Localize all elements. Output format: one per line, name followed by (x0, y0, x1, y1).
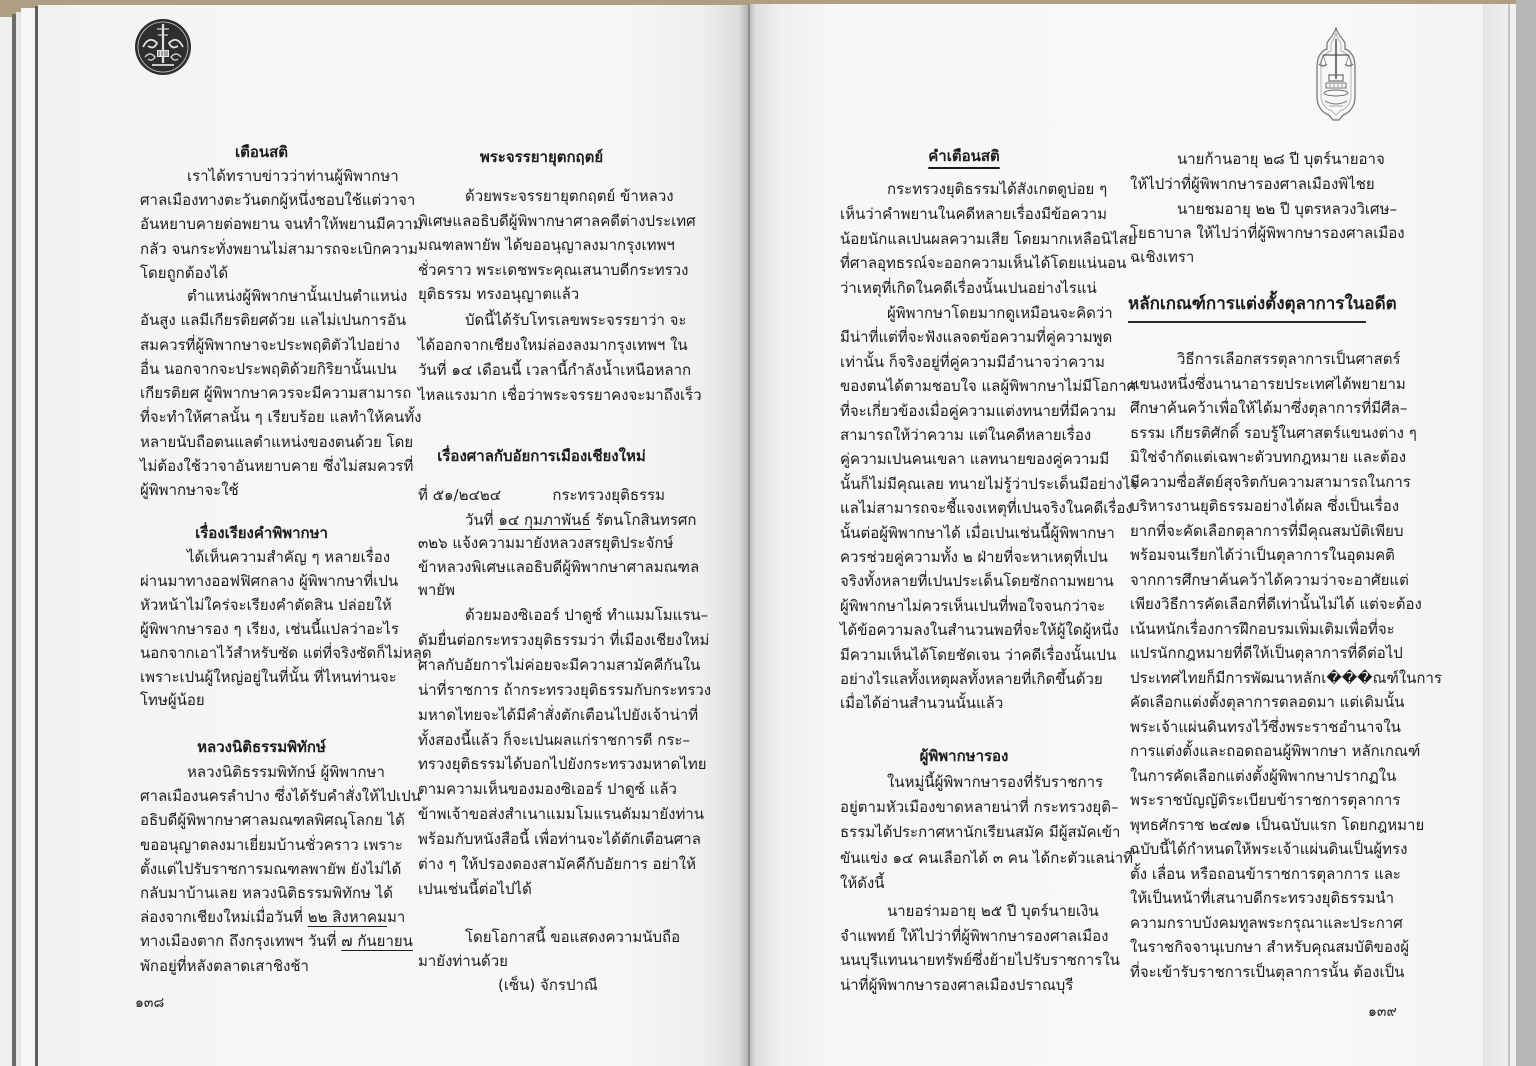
page-number: ๑๓๙ (1368, 1004, 1397, 1020)
section-heading: ผู้พิพากษารอง (919, 747, 1009, 765)
text-line: เน้นหนักเรื่องการฝึกอบรมเพิ่มเติมเพื่อที่จะ (1130, 619, 1395, 638)
text-line: คัดเลือกแต่งตั้งตุลาการตลอดมา แต่เดิมนั้น (1130, 693, 1405, 711)
text-line: หลายนับถือตนแลตำแหน่งของตนด้วย โดย (140, 432, 414, 451)
text-line: น่าที่ราชการ ถ้ากระทรวงยุติธรรมกับกระทรวง (418, 680, 712, 699)
text-line: แปรนักกฎหมายที่ดีให้เป็นตุลาการที่ดีต่อไป (1130, 644, 1403, 662)
text-line: มีความซื่อสัตย์สุจริตกับความสามารถในการ (1130, 472, 1411, 491)
text-line: ให้ไปว่าที่ผู้พิพากษารองศาลเมืองพิไชย (1130, 175, 1375, 193)
text-line: วิธีการเลือกสรรตุลาการเป็นศาสตร์ (1177, 350, 1401, 368)
text-line: ได้เห็นความสำคัญ ๆ หลายเรื่อง (187, 548, 391, 566)
text-line: พุทธศักราช ๒๔๗๑ เป็นฉบับแรก โดยกฎหมาย (1130, 815, 1425, 834)
text-line: อันหยาบคายต่อพยาน จนทำให้พยานมีความ (140, 215, 423, 234)
text-run: รัตนโกสินทรศก (590, 511, 697, 529)
text-run: วันที่ (465, 511, 499, 529)
text-line: ทรวงยุติธรรมได้บอกไปยังกระทรวงมหาดไทย (418, 755, 707, 774)
text-line: ตั้งแต่ไปรับราชการมณฑลพายัพ ยังไม่ได้ (140, 859, 402, 878)
text-line: โทษผู้น้อย (140, 691, 205, 710)
text-line: ฉเชิงเทรา (1130, 248, 1195, 266)
text-line: มายังท่านด้วย (418, 952, 508, 970)
text-line: ตามความเห็นของมองซิเออร์ ปาดูซ์ แล้ว (418, 780, 677, 799)
text-line: บัดนี้ได้รับโทรเลขพระจรรยาว่า จะ (465, 311, 687, 329)
text-line: นายก้านอายุ ๒๘ ปี บุตร์นายอาจ (1177, 150, 1385, 168)
text-line: ผู้พิพากษาไม่ควรเห็นเปนที่พอใจจนกว่าจะ (840, 596, 1106, 615)
page-number: ๑๓๘ (135, 995, 165, 1011)
text-line: บริหารงานยุติธรรมอย่างได้ผล ซึ่งเป็นเรื่อง (1130, 497, 1400, 515)
text-line: ศาลเมืองนครลำปาง ซึ่งได้รับคำสั่งให้ไปเปน (140, 787, 421, 806)
text-line: อยู่ตามหัวเมืองขาดหลายน่าที่ กระทรวงยุติ– (840, 798, 1119, 817)
text-run: ทางเมืองตาก ถึงกรุงเทพฯ วันที่ (140, 932, 342, 951)
text-line (418, 508, 697, 532)
text-line: ให้เป็นหน้าที่เสนาบดีกระทรวงยุติธรรมนำ (1130, 889, 1395, 907)
text-line: ที่ศาลอุทธรณ์จะออกความเห็นได้โดยแน่นอน (840, 254, 1127, 273)
text-line: อันสูง แลมีเกียรติยศด้วย แลไม่เปนการอัน (140, 311, 407, 330)
title-underline-rule (1128, 321, 1366, 323)
section-heading: เรื่องศาลกับอัยการเมืองเชียงใหม่ (437, 447, 646, 465)
section-heading: เรื่องเรียงคำพิพากษา (195, 524, 328, 542)
text-line: ด้วยมองซิเออร์ ปาดูซ์ ทำแมมโมแรน– (465, 606, 709, 624)
text-line: ได้ข้อความลงในสำนวนพอที่จะให้ผู้ใดผู้หนึ่ง (840, 621, 1119, 640)
text-line: โยธาบาล ให้ไปว่าที่ผู้พิพากษารองศาลเมือง (1130, 224, 1405, 242)
text-line: คู่ความเปนคนเขลา แลทนายของคู่ความมี (840, 450, 1110, 469)
text-line: เปนเช่นนี้ต่อไปได้ (418, 879, 532, 898)
text-line: ในหมู่นี้ผู้พิพากษารองที่รับราชการ (887, 773, 1104, 791)
text-line: ตำแหน่งผู้พิพากษานั้นเปนตำแหน่ง (187, 287, 408, 305)
text-line: นั้นต่อผู้พิพากษาได้ เมื่อเปนเช่นนี้ผู้พิพากษา (840, 523, 1115, 542)
text-line: ได้ออกจากเชียงใหม่ล่องลงมากรุงเทพฯ ใน (418, 336, 688, 354)
section-heading: หลวงนิติธรรมพิทักษ์ (197, 738, 326, 756)
text-line: ผ่านมาทางออฟฟิศกลาง ผู้พิพากษาที่เปน (140, 571, 399, 590)
text-line: ๓๒๖ แจ้งความมายังหลวงสรยุติประจักษ์ (418, 534, 674, 553)
left-page (38, 5, 750, 1066)
page-edge (21, 8, 35, 1066)
left-page-column-2 (418, 5, 712, 1066)
text-line: พระราชบัญญัติระเบียบข้าราชการตุลาการ (1130, 791, 1401, 809)
text-line: เพราะเปนผู้ใหญ่อยู่ในที่นั้น ที่ไหนท่านจะ (140, 667, 397, 686)
text-line: ผู้พิพากษาโดยมากดูเหมือนจะคิดว่า (887, 304, 1113, 322)
text-run: มา (386, 908, 406, 927)
text-line: นั้นก็ไม่มีคุณเลย ทนายไม่รู้ว่าประเด็นมีอย่างไร (840, 474, 1139, 493)
underlined-date: ๗ กันยายน (341, 932, 413, 951)
text-line: กระทรวงยุติธรรมได้สังเกตดูบ่อย ๆ (887, 180, 1108, 198)
text-line: เกียรติยศ ผู้พิพากษาควรจะมีความสามารถ (140, 384, 412, 402)
text-line: แลไม่สามารถจะชี้แจงเหตุที่เปนจริงในคดีเรื่อง (840, 499, 1133, 518)
text-line: มีความเห็นได้โดยชัดเจน ว่าคดีเรื่องนั้นเปน (840, 645, 1117, 664)
text-line: อธิบดีผู้พิพากษาศาลมณฑลพิศณุโลกย ได้ (140, 811, 405, 830)
reference-line (418, 483, 665, 507)
right-page (750, 4, 1483, 1066)
text-line: ต่าง ๆ ให้ปรองดองสามัคคีกับอัยการ อย่าให้ (418, 855, 696, 873)
text-line: ไม่ต้องใช้วาจาอันหยาบคาย ซึ่งไม่สมควรที่ (140, 456, 414, 475)
text-line: พร้อมกับหนังสือนี้ เพื่อท่านจะได้ตักเตือนศาล (418, 830, 701, 849)
text-line: ธรรมได้ประกาศหานักเรียนสมัค มีผู้สมัคเข้า (840, 823, 1121, 842)
text-line: น้อยนักแลเปนผลความเสีย โดยมากเหลือนิไสย (840, 229, 1137, 248)
text-line: ไหลแรงมาก เชื่อว่าพระจรรยาคงจะมาถึงเร็ว (418, 386, 702, 404)
text-line: เห็นว่าคำพยานในคดีหลายเรื่องมีข้อความ (840, 204, 1108, 223)
text-line: การแต่งตั้งและถอดถอนผู้พิพากษา หลักเกณฑ์ (1130, 742, 1421, 760)
text-line: พระเจ้าแผ่นดินทรงไว้ซึ่งพระราชอำนาจใน (1130, 717, 1401, 736)
underlined-date: ๒๒ สิงหาคม (307, 908, 387, 927)
text-line: ผู้พิพากษารอง ๆ เรียง, เช่นนี้แปลว่าอะไร (140, 619, 399, 638)
text-line: ข้าหลวงพิเศษแลอธิบดีผู้พิพากษาศาลมณฑล (418, 557, 700, 576)
issuing-ministry: กระทรวงยุติธรรม (552, 486, 665, 504)
text-line: ที่จะเข้ารับราชการเป็นตุลาการนั้น ต้องเป็น (1130, 962, 1405, 981)
text-line: พักอยู่ที่หลังตลาดเสาชิงช้า (140, 956, 309, 975)
section-heading: เตือนสติ (234, 143, 289, 161)
signature-line: (เซ็น) จักรปาณี (498, 976, 598, 994)
text-line: เพียงวิธีการคัดเลือกที่ดีเท่านั้นไม่ได้ แต่จะต้อง (1130, 595, 1422, 613)
text-line: มิใช่จำกัดแต่เฉพาะตัวบทกฎหมาย และต้อง (1130, 448, 1407, 466)
text-run: ล่องจากเชียงใหม่เมื่อวันที่ (140, 908, 308, 927)
text-line: ให้ดังนี้ (840, 873, 885, 892)
text-line: เมื่อได้อ่านสำนวนนั้นแล้ว (840, 694, 1004, 713)
text-line: พร้อมจนเรียกได้ว่าเป็นตุลาการในอุดมคติ (1130, 546, 1395, 564)
text-line: นอกจากเอาไว้สำหรับซัด แต่ที่จริงซัดก็ไม่หลุด (140, 643, 432, 662)
text-line: กลัว จนกระทั่งพยานไม่สามารถจะเบิกความ (140, 239, 419, 258)
text-line: ของตนได้ตามชอบใจ แลผู้พิพากษาไม่มีโอกาศ (840, 377, 1137, 396)
text-line: อย่างไรแลทั้งเหตุผลทั้งหลายที่เกิดขึ้นด้วย (840, 670, 1103, 688)
text-line: โดยโอกาสนี้ ขอแสดงความนับถือ (465, 928, 681, 946)
text-line: ทั้งสองนี้แล้ว ก็จะเปนผลแก่ราชการดี กระ– (418, 730, 690, 749)
underlined-date: ๑๔ กุมภาพันธ์ (498, 511, 591, 529)
text-line: อื่น นอกจากจะประพฤติด้วยกิริยานั้นเปน (140, 359, 397, 378)
text-line: มีน่าที่แต่ที่จะฟังแลจดข้อความที่คู่ความพูด (840, 328, 1113, 347)
text-line: นายชมอายุ ๒๒ ปี บุตรหลวงวิเศษ– (1177, 200, 1397, 218)
text-line: กลับมาบ้านเลย หลวงนิติธรรมพิทักษ ได้ (140, 884, 393, 902)
text-line: ในการคัดเลือกแต่งตั้งผู้พิพากษาปรากฏใน (1130, 766, 1397, 785)
text-line: มณฑลพายัพ ได้ขออนุญาลงมากรุงเทพฯ (418, 236, 675, 254)
text-line: ตั้ง เลื่อน หรือถอนข้าราชการตุลาการ และ (1130, 864, 1401, 883)
text-line: จำแพทย์ ให้ไปว่าที่ผู้พิพากษารองศาลเมือง (840, 926, 1109, 945)
text-line: ประเทศไทยก็มีการพัฒนาหลักเ���ณฑ์ในการ (1130, 668, 1442, 687)
text-line: วันที่ ๑๔ เดือนนี้ เวลานี้กำลังน้ำเหนือหลาก (418, 361, 692, 379)
text-line: ดัมยื่นต่อกระทรวงยุติธรรมว่า ที่เมืองเชียงใหม่ (418, 630, 710, 649)
text-line: พิเศษแลอธิบดีผู้พิพากษาศาลคดีต่างประเทศ (418, 211, 696, 230)
text-line: ยากที่จะคัดเลือกตุลาการที่มีคุณสมบัติเพียบ (1130, 521, 1404, 540)
text-line: หลวงนิติธรรมพิทักษ์ ผู้พิพากษา (187, 763, 385, 781)
text-line: ขันแข่ง ๑๔ คนเลือกได้ ๓ คน ได้กะตัวแลน่าที่ (840, 848, 1134, 867)
text-line: นนบุรีแทนนายทรัพย์ซึ่งย้ายไปรับราชการใน (840, 951, 1120, 970)
right-page-column-1 (840, 4, 1139, 1066)
text-line: เท่านั้น ก็จริงอยู่ที่คู่ความมีอำนาจว่าความ (840, 352, 1105, 371)
text-line: หัวหน้าไม่ใคร่จะเรียงคำตัดสิน ปล่อยให้ (140, 595, 392, 614)
text-line: ขออนุญาตลงมาเยี่ยมบ้านชั่วคราว เพราะ (140, 835, 403, 854)
text-line (140, 929, 413, 953)
text-line: ชั่วคราว พระเดชพระคุณเสนาบดีกระทรวง (418, 260, 689, 279)
text-line: จริงทั้งหลายที่เปนประเด็นโดยซักถามพยาน (840, 572, 1114, 591)
section-heading: คำเตือนสติ (928, 147, 1000, 165)
page-edge (0, 17, 12, 1066)
text-line: ข้าพเจ้าขอส่งสำเนาแมมโมแรนดัมมายังท่าน (418, 805, 705, 824)
background-surface (1516, 0, 1536, 1066)
text-line: สมควรที่ผู้พิพากษาจะประพฤติตัวไปอย่าง (140, 335, 400, 354)
article-title: หลักเกณฑ์การแต่งตั้งตุลาการในอดีต (1128, 294, 1397, 314)
text-line: ศาลเมืองทางตะวันตกผู้หนึ่งชอบใช้แต่วาจา (140, 191, 416, 210)
text-line: ศาลกับอัยการไม่ค่อยจะมีความสามัคคีกันใน (418, 655, 701, 674)
text-line: ผู้พิพากษาจะใช้ (140, 481, 239, 499)
left-page-column-1 (140, 5, 432, 1066)
text-line: แขนงหนึ่งซึ่งนานาอารยประเทศได้พยายาม (1130, 374, 1406, 393)
text-line: จากการศึกษาค้นคว้าได้ความว่าจะอาศัยแต่ (1130, 570, 1409, 589)
text-line: ธรรม เกียรติศักดิ์ รอบรู้ในศาสตร์แขนงต่าง ๆ (1130, 423, 1417, 442)
page-edge (1483, 4, 1508, 1066)
text-line: ฉบับนี้ได้กำหนดให้พระเจ้าแผ่นดินเป็นผู้ทรง (1130, 840, 1408, 858)
reference-number: ที่ ๕๑/๒๔๒๔ (418, 486, 502, 504)
text-line: พายัพ (418, 581, 455, 600)
text-line: ศึกษาค้นคว้าเพื่อให้ได้มาซึ่งตุลาการที่มีศีล– (1130, 399, 1408, 417)
text-line: ควรช่วยคู่ความทั้ง ๒ ฝ่ายที่จะหาเหตุที่เปน (840, 548, 1108, 566)
text-line: ความกราบบังคมทูลพระกรุณาและประกาศ (1130, 913, 1403, 932)
text-line: นายอร่ามอายุ ๒๕ ปี บุตร์นายเงิน (887, 902, 1099, 920)
text-line: เราได้ทราบข่าวว่าท่านผู้พิพากษา (187, 167, 399, 185)
text-line: ในราชกิจจานุเบกษา สำหรับคุณสมบัติของผู้ (1130, 938, 1410, 956)
text-line (140, 905, 406, 929)
text-line: ว่าเหตุที่เกิดในคดีเรื่องนั้นเปนอย่างไรแน่ (840, 279, 1097, 297)
text-line: มหาดไทยจะได้มีคำสั่งตักเตือนไปยังเจ้าน่าที่ (418, 705, 699, 724)
text-line: ด้วยพระจรรยายุตกฤตย์ ข้าหลวง (465, 187, 674, 205)
text-line: ที่จะเกี่ยวข้องเมื่อคู่ความแต่งทนายที่มีความ (840, 401, 1117, 420)
section-heading: พระจรรยายุตกฤตย์ (479, 148, 604, 166)
text-line: โดยถูกต้องได้ (140, 263, 229, 282)
text-line: ที่จะทำให้ศาลนั้น ๆ เรียบร้อย แลทำให้คนทั้ง (140, 408, 422, 427)
text-line: น่าที่ผู้พิพากษารองศาลเมืองปราณบุรี (840, 976, 1074, 995)
text-line: สามารถให้ว่าความ แต่ในคดีหลายเรื่อง (840, 426, 1092, 444)
text-line: ยุติธรรม ทรงอนุญาตแล้ว (418, 285, 580, 303)
